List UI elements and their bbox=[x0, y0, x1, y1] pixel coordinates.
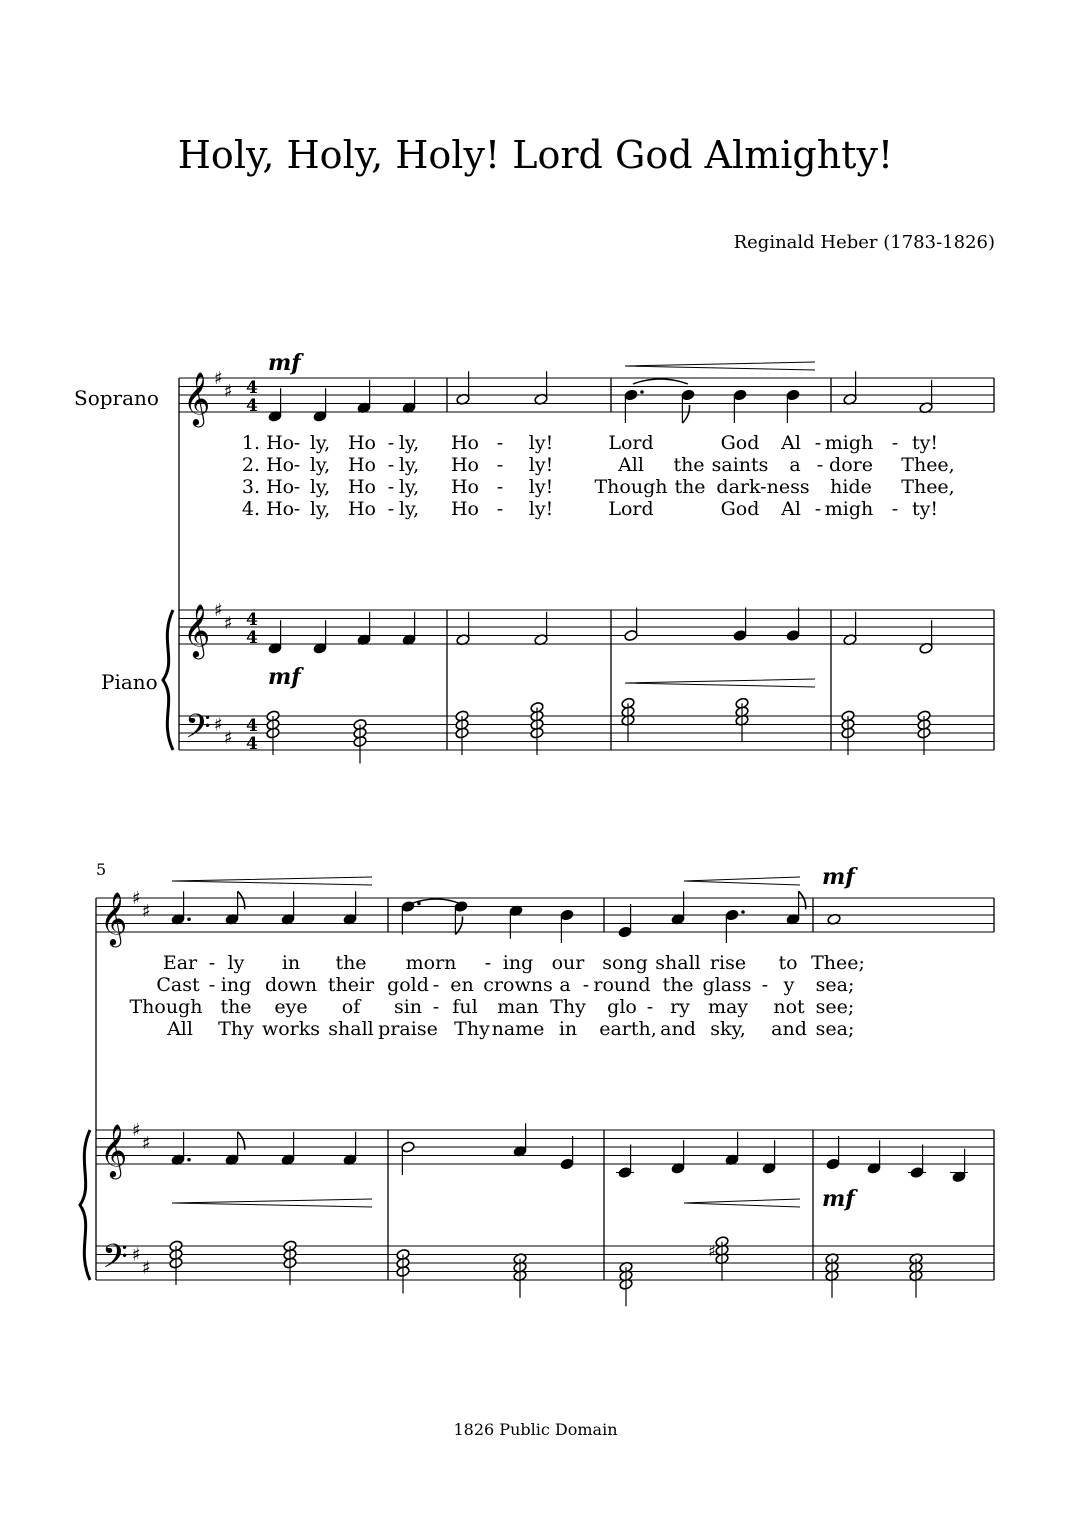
lyric-syllable: Ho bbox=[450, 454, 480, 476]
lyric-syllable: their bbox=[327, 974, 375, 996]
note-head bbox=[733, 629, 747, 641]
crescendo-hairpin bbox=[172, 877, 372, 885]
lyric-syllable: rise bbox=[709, 952, 747, 974]
lyric-syllable: - bbox=[814, 432, 822, 454]
lyric-syllable: ly! bbox=[528, 498, 554, 520]
lyric-syllable: 3. Ho bbox=[241, 476, 295, 498]
lyric-syllable: ty! bbox=[911, 498, 939, 520]
lyric-syllable: y bbox=[783, 974, 795, 996]
piano-brace-icon bbox=[80, 1130, 90, 1280]
lyric-syllable: sea; bbox=[815, 974, 855, 996]
lyric-syllable: Lord bbox=[608, 432, 654, 454]
lyric-syllable: - bbox=[761, 974, 769, 996]
lyric-syllable: - bbox=[208, 974, 216, 996]
note-head bbox=[618, 1166, 632, 1178]
lyric-syllable: ing bbox=[502, 952, 534, 974]
treble-clef-icon: 𝄞 bbox=[100, 891, 128, 945]
lyric-syllable: ful bbox=[452, 996, 478, 1018]
note-flag bbox=[682, 405, 689, 423]
key-sharp-icon: ♯ bbox=[132, 1244, 141, 1266]
lyric-syllable: hide bbox=[830, 476, 872, 498]
lyric-syllable: a bbox=[789, 454, 801, 476]
lyric-syllable: Al bbox=[781, 432, 801, 454]
lyric-syllable: name bbox=[491, 1018, 545, 1040]
note-head bbox=[618, 926, 632, 938]
lyric-syllable: Though bbox=[129, 996, 203, 1018]
lyric-syllable: sea; bbox=[815, 1018, 855, 1040]
time-signature-bottom: 4 bbox=[246, 734, 258, 754]
lyric-syllable: - bbox=[496, 476, 504, 498]
key-sharp-icon: ♯ bbox=[142, 1257, 151, 1279]
composer-credit: Reginald Heber (1783-1826) bbox=[733, 232, 995, 253]
lyric-syllable: - bbox=[484, 952, 492, 974]
lyric-syllable: ly! bbox=[528, 432, 554, 454]
lyric-syllable: ly! bbox=[528, 454, 554, 476]
lyric-syllable: God bbox=[720, 498, 760, 520]
lyric-syllable: glo bbox=[607, 996, 637, 1018]
lyric-syllable: ly bbox=[227, 952, 245, 974]
key-sharp-icon: ♯ bbox=[214, 368, 223, 389]
time-signature-bottom: 4 bbox=[246, 396, 258, 416]
lyric-syllable: Thy bbox=[218, 1018, 254, 1040]
accidental-sharp-icon: ♯ bbox=[708, 1241, 716, 1261]
note-head bbox=[725, 909, 739, 921]
lyric-syllable: - bbox=[891, 432, 899, 454]
lyric-syllable: ly, bbox=[309, 498, 331, 520]
lyric-syllable: ly, bbox=[398, 432, 420, 454]
dot bbox=[741, 910, 745, 914]
lyric-syllable: song bbox=[602, 952, 648, 974]
lyric-syllable: dore bbox=[829, 454, 873, 476]
lyric-syllable: - bbox=[387, 476, 395, 498]
lyric-syllable: a bbox=[559, 974, 571, 996]
lyric-syllable: morn bbox=[405, 952, 457, 974]
piano-label: Piano bbox=[101, 670, 158, 694]
dynamic-mf: mf bbox=[822, 864, 855, 890]
lyric-syllable: Cast bbox=[156, 974, 200, 996]
lyric-syllable: Ho bbox=[347, 476, 377, 498]
lyric-syllable: - bbox=[496, 432, 504, 454]
lyric-syllable: Ho bbox=[347, 454, 377, 476]
key-sharp-icon: ♯ bbox=[214, 714, 223, 736]
lyric-syllable: 4. Ho bbox=[241, 498, 295, 520]
lyric-syllable: - bbox=[293, 498, 301, 520]
lyric-syllable: - bbox=[387, 432, 395, 454]
lyric-syllable: Thee, bbox=[901, 476, 955, 498]
lyric-syllable: - bbox=[646, 996, 654, 1018]
lyric-syllable: Ho bbox=[450, 476, 480, 498]
lyric-syllable: round bbox=[593, 974, 651, 996]
lyric-syllable: shall bbox=[328, 1018, 374, 1040]
lyric-syllable: - bbox=[814, 498, 822, 520]
dynamic-mf: mf bbox=[268, 664, 301, 690]
lyric-syllable: - bbox=[816, 454, 824, 476]
lyric-syllable: gold bbox=[387, 974, 429, 996]
lyric-syllable: earth, bbox=[599, 1018, 657, 1040]
lyric-syllable: Ho bbox=[450, 432, 480, 454]
key-sharp-icon: ♯ bbox=[142, 1132, 151, 1154]
time-signature-top: 4 bbox=[246, 378, 258, 398]
lyric-syllable: All bbox=[167, 1018, 193, 1040]
lyric-syllable: saints bbox=[711, 454, 769, 476]
lyric-syllable: sky, bbox=[710, 1018, 746, 1040]
note-head bbox=[826, 1158, 840, 1170]
lyric-syllable: ty! bbox=[911, 432, 939, 454]
lyric-syllable: - bbox=[293, 476, 301, 498]
lyric-syllable: ly! bbox=[528, 476, 554, 498]
lyric-syllable: migh bbox=[824, 498, 874, 520]
crescendo-hairpin bbox=[684, 1199, 800, 1207]
time-signature-top: 4 bbox=[246, 716, 258, 736]
lyric-syllable: the bbox=[674, 476, 706, 498]
lyric-syllable: and bbox=[771, 1018, 807, 1040]
lyric-syllable: Thy bbox=[454, 1018, 490, 1040]
lyric-syllable: ly, bbox=[398, 476, 420, 498]
lyric-syllable: Though bbox=[594, 476, 668, 498]
note-head bbox=[910, 1166, 924, 1178]
crescendo-hairpin bbox=[684, 877, 800, 885]
lyric-syllable: not bbox=[773, 996, 805, 1018]
lyric-syllable: - bbox=[891, 498, 899, 520]
lyric-syllable: - bbox=[293, 432, 301, 454]
lyric-syllable: - bbox=[387, 498, 395, 520]
lyric-syllable: - bbox=[432, 996, 440, 1018]
lyric-syllable: ly, bbox=[309, 476, 331, 498]
copyright-footer: 1826 Public Domain bbox=[453, 1420, 618, 1439]
lyric-syllable: - bbox=[293, 454, 301, 476]
lyric-syllable: our bbox=[551, 952, 585, 974]
lyric-syllable: shall bbox=[655, 952, 701, 974]
lyric-syllable: of bbox=[341, 996, 361, 1018]
note-head bbox=[786, 629, 800, 641]
time-signature-top: 4 bbox=[246, 610, 258, 630]
lyric-syllable: Thee; bbox=[811, 952, 865, 974]
dot bbox=[187, 917, 191, 921]
note-head bbox=[560, 1158, 574, 1170]
measure-number: 5 bbox=[96, 860, 107, 879]
lyric-syllable: and bbox=[660, 1018, 696, 1040]
lyric-syllable: - bbox=[496, 454, 504, 476]
lyric-syllable: sin bbox=[393, 996, 423, 1018]
lyric-syllable: - bbox=[496, 498, 504, 520]
note-head bbox=[733, 389, 747, 401]
lyric-syllable: Ear bbox=[162, 952, 198, 974]
lyric-syllable: Lord bbox=[608, 498, 654, 520]
key-sharp-icon: ♯ bbox=[214, 600, 223, 621]
piano-brace-icon bbox=[163, 610, 173, 750]
note-head bbox=[786, 389, 800, 401]
key-sharp-icon: ♯ bbox=[224, 612, 233, 634]
lyric-syllable: man bbox=[497, 996, 539, 1018]
treble-clef-icon: 𝄞 bbox=[100, 1123, 128, 1177]
note-head bbox=[624, 629, 638, 641]
lyric-syllable: may bbox=[707, 996, 749, 1018]
note-head bbox=[560, 909, 574, 921]
lyric-syllable: 2. Ho bbox=[241, 454, 295, 476]
crescendo-hairpin bbox=[625, 362, 815, 370]
lyric-syllable: see; bbox=[815, 996, 855, 1018]
lyric-syllable: in bbox=[558, 1018, 578, 1040]
lyric-syllable: praise bbox=[378, 1018, 438, 1040]
note-head bbox=[401, 1141, 415, 1153]
lyric-syllable: in bbox=[281, 952, 301, 974]
dot bbox=[640, 390, 644, 394]
lyric-syllable: God bbox=[720, 432, 760, 454]
lyric-syllable: ly, bbox=[309, 432, 331, 454]
lyric-syllable: - bbox=[387, 454, 395, 476]
key-sharp-icon: ♯ bbox=[224, 727, 233, 749]
time-signature-bottom: 4 bbox=[246, 628, 258, 648]
lyric-syllable: eye bbox=[274, 996, 308, 1018]
lyric-syllable: en bbox=[450, 974, 474, 996]
lyric-syllable: glass bbox=[702, 974, 752, 996]
lyric-syllable: the bbox=[662, 974, 694, 996]
lyric-syllable: ry bbox=[670, 996, 690, 1018]
lyric-syllable: - bbox=[432, 974, 440, 996]
bass-clef-icon: 𝄢 bbox=[102, 1238, 128, 1284]
treble-clef-icon: 𝄞 bbox=[183, 603, 211, 657]
bass-clef-icon: 𝄢 bbox=[185, 708, 211, 754]
lyric-syllable: to bbox=[778, 952, 798, 974]
key-sharp-icon: ♯ bbox=[224, 380, 233, 402]
lyric-syllable: crowns bbox=[483, 974, 553, 996]
treble-clef-icon: 𝄞 bbox=[183, 371, 211, 425]
lyric-syllable: the bbox=[220, 996, 252, 1018]
lyric-syllable: - bbox=[208, 952, 216, 974]
note-head bbox=[624, 389, 638, 401]
lyric-syllable: Al bbox=[781, 498, 801, 520]
lyric-syllable: migh bbox=[824, 432, 874, 454]
lyric-syllable: Thy bbox=[550, 996, 586, 1018]
note-head bbox=[681, 389, 695, 401]
lyric-syllable: ly, bbox=[398, 498, 420, 520]
lyric-syllable: 1. Ho bbox=[241, 432, 295, 454]
lyric-syllable: Ho bbox=[347, 432, 377, 454]
lyric-syllable: works bbox=[261, 1018, 321, 1040]
lyric-syllable: dark-ness bbox=[716, 476, 810, 498]
dynamic-mf: mf bbox=[822, 1186, 855, 1212]
dot bbox=[187, 1158, 191, 1162]
crescendo-hairpin bbox=[172, 1199, 372, 1207]
lyric-syllable: ly, bbox=[309, 454, 331, 476]
key-sharp-icon: ♯ bbox=[132, 888, 141, 909]
dynamic-mf: mf bbox=[268, 350, 301, 376]
lyric-syllable: All bbox=[618, 454, 644, 476]
key-sharp-icon: ♯ bbox=[142, 900, 151, 922]
lyric-syllable: down bbox=[264, 974, 318, 996]
tie-slur bbox=[633, 379, 688, 384]
lyric-syllable: - bbox=[582, 974, 590, 996]
crescendo-hairpin bbox=[625, 679, 815, 687]
page-title: Holy, Holy, Holy! Lord God Almighty! bbox=[177, 133, 894, 177]
key-sharp-icon: ♯ bbox=[132, 1120, 141, 1141]
lyric-syllable: ing bbox=[220, 974, 252, 996]
lyric-syllable: the bbox=[335, 952, 367, 974]
lyric-syllable: Ho bbox=[450, 498, 480, 520]
lyric-syllable: Ho bbox=[347, 498, 377, 520]
soprano-label: Soprano bbox=[74, 386, 159, 410]
lyric-syllable: ly, bbox=[398, 454, 420, 476]
lyric-syllable: the bbox=[673, 454, 705, 476]
lyric-syllable: Thee, bbox=[901, 454, 955, 476]
